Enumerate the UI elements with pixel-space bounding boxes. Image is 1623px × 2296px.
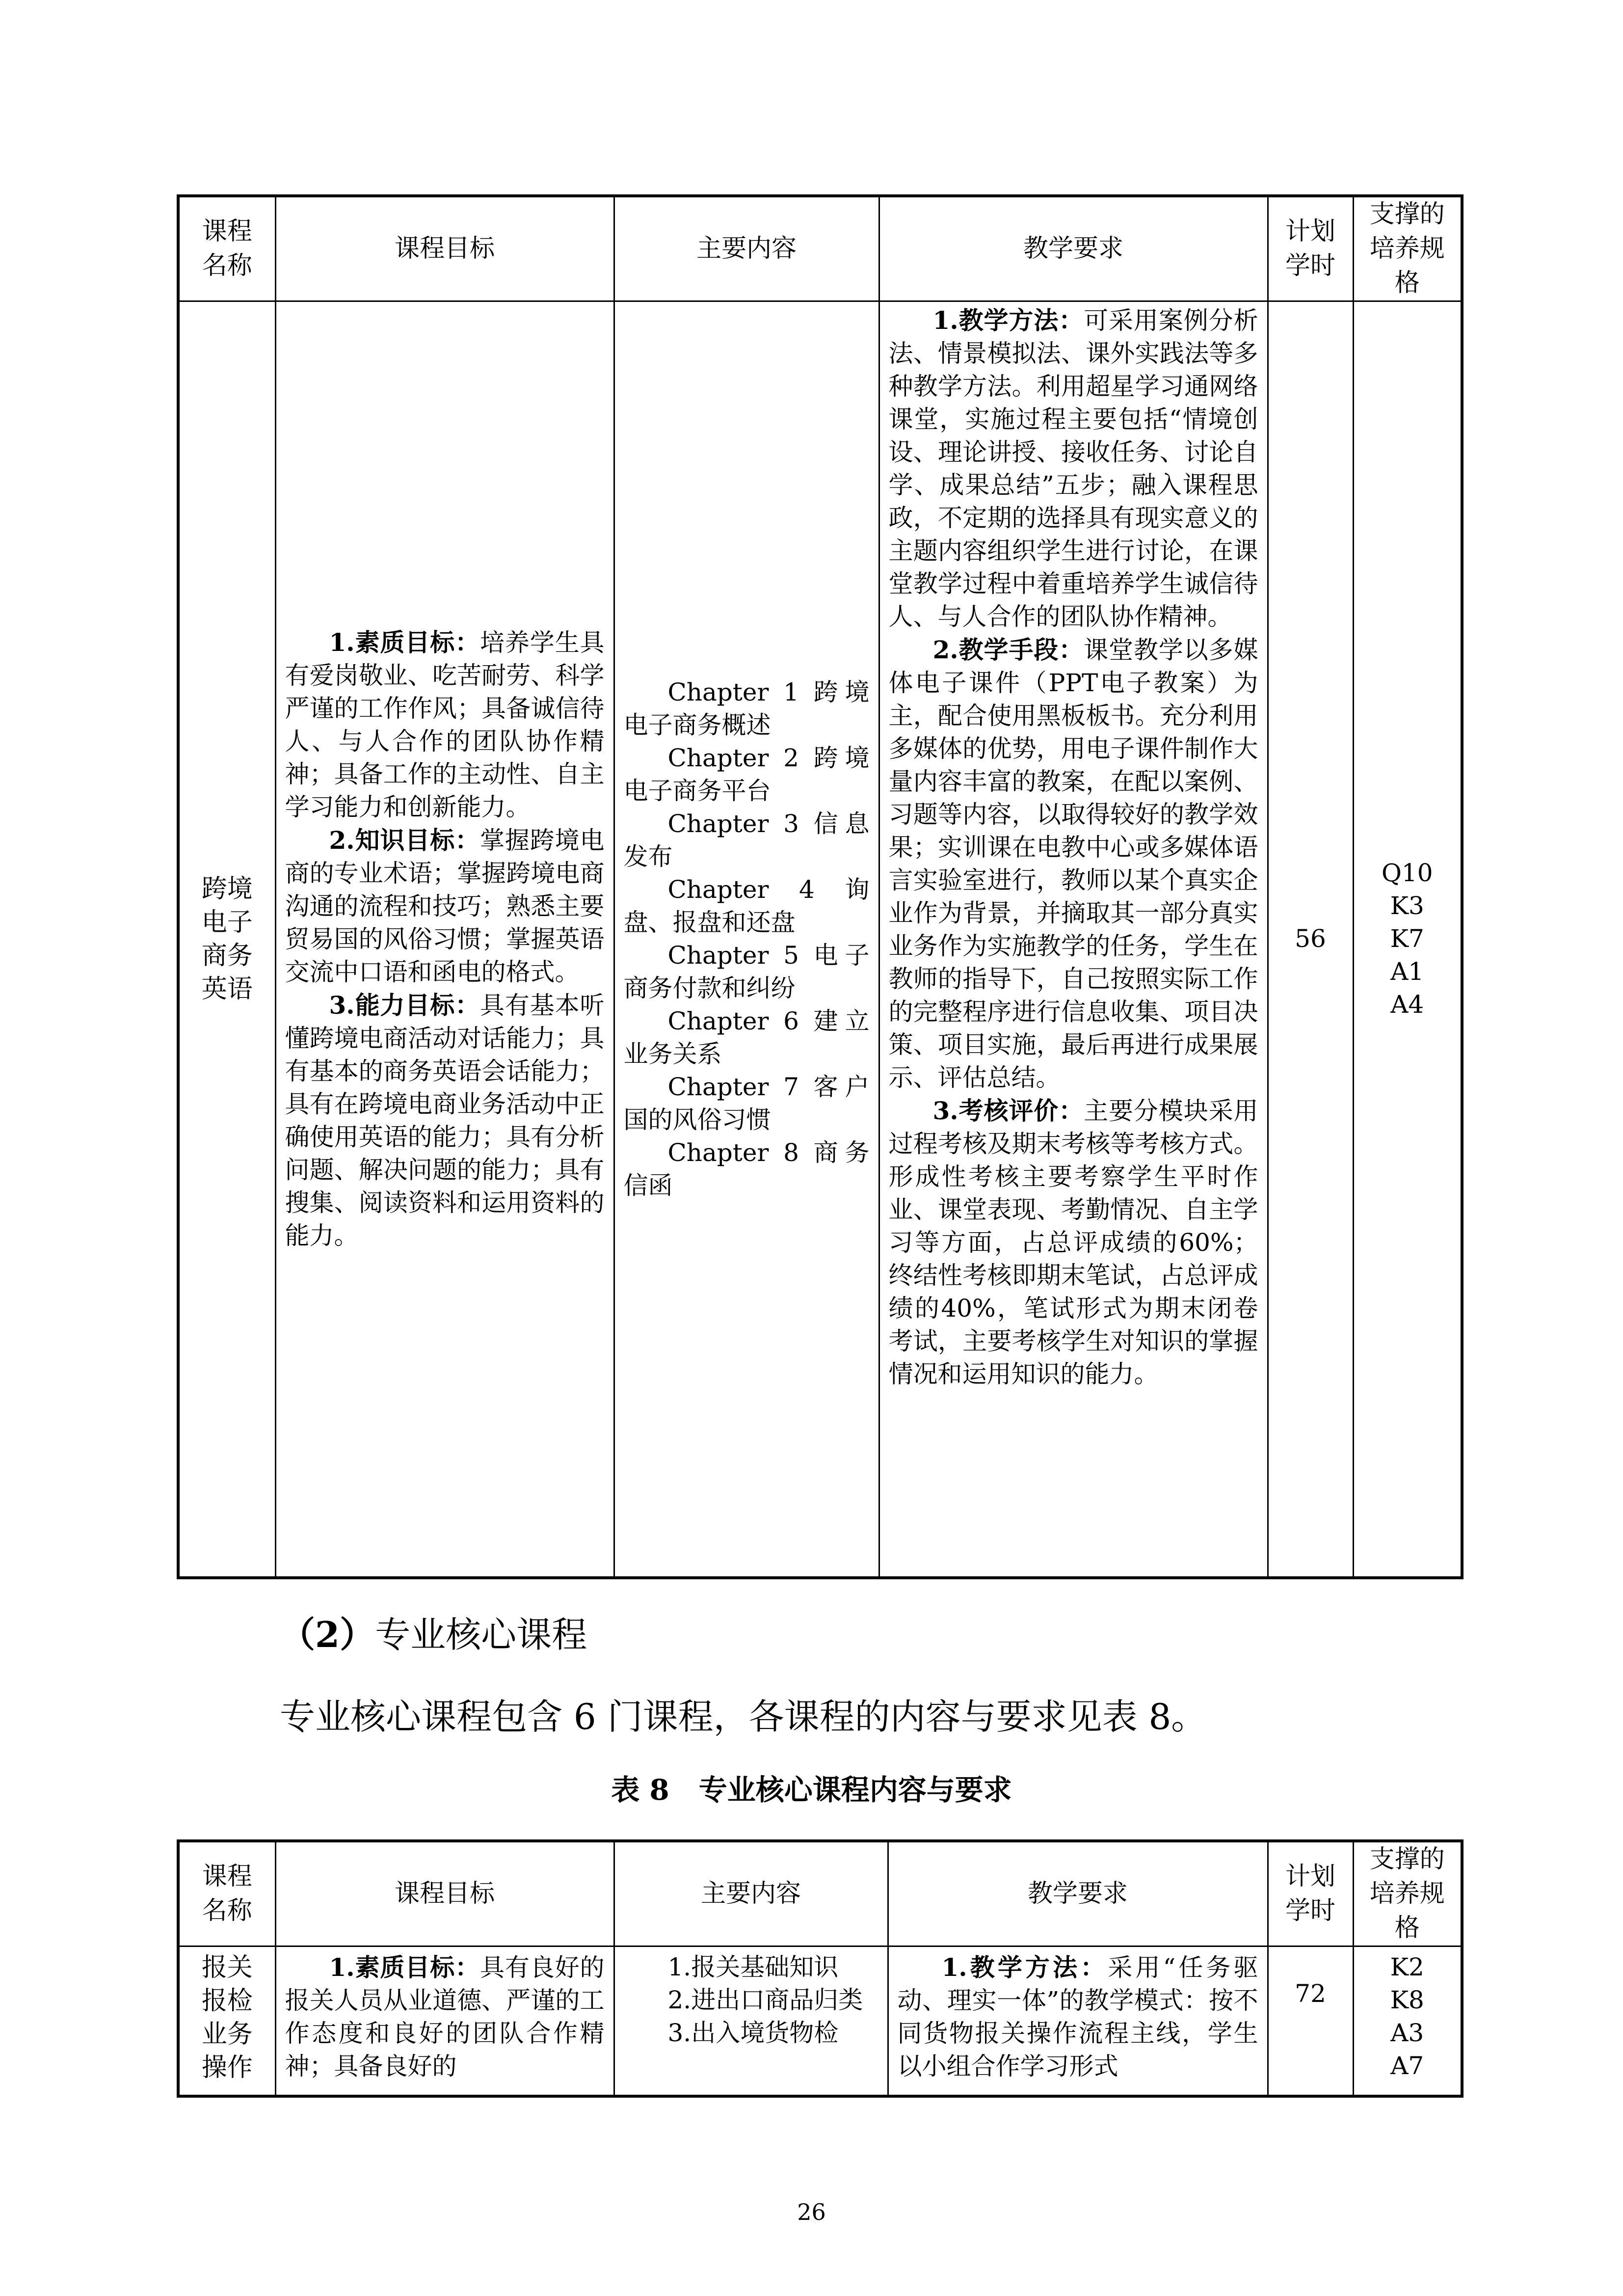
spec-code: K8 [1390, 1986, 1424, 2014]
goal-ability: 3.能力目标：具有基本听懂跨境电商活动对话能力；具有基本的商务英语会话能力；具有在跨境电商业务活动中正确使用英语的能力；具有分析问题、解决问题的能力；具有搜集、阅读资料和运用资料的能力。 [285, 990, 605, 1250]
spec-code: K3 [1390, 891, 1424, 920]
list-item: Chapter 6 建立业务关系 [623, 1006, 870, 1068]
header-course-goal: 课程目标 [275, 196, 614, 301]
header-main-content: 主要内容 [614, 1841, 888, 1946]
course-table-core [177, 1839, 1463, 2098]
spec-code: Q10 [1381, 859, 1433, 888]
table-row [178, 1946, 1462, 2096]
header-course-name: 课程名称 [178, 196, 275, 301]
requirement-assessment: 3.考核评价：主要分模块采用过程考核及期末考核等考核方式。形成性考核主要考察学生平时作业、课堂表现、考勤情况、自主学习等方面，占总评成绩的60%；终结性考核即期末笔试，占总评成绩的40%，笔试形式为期末闭卷考试，主要考核学生对知识的掌握情况和运用知识的能力。 [888, 1096, 1258, 1388]
section-heading: （2）专业核心课程 [280, 1614, 587, 1655]
table-header-row [178, 196, 1462, 301]
requirement-method: 1.教学方法：可采用案例分析法、情景模拟法、课外实践法等多种教学方法。利用超星学习通网络课堂，实施过程主要包括“情境创设、理论讲授、接收任务、讨论自学、成果总结”五步；融入课程思政，不定期的选择具有现实意义的主题内容组织学生进行讨论，在课堂教学过程中着重培养学生诚信待人、与人合作的团队协作精神。 [888, 306, 1258, 631]
requirement-method: 1.教学方法：采用“任务驱动、理实一体”的教学模式：按不同货物报关操作流程主线，学生以小组合作学习形式 [897, 1953, 1258, 2080]
header-course-goal: 课程目标 [275, 1841, 614, 1946]
header-teaching-requirements: 教学要求 [879, 196, 1268, 301]
course-name-cell: 报关报检业务操作 [178, 1946, 275, 2096]
header-teaching-requirements: 教学要求 [888, 1841, 1268, 1946]
header-planned-hours: 计划学时 [1268, 196, 1353, 301]
course-goal-cell [275, 1946, 614, 2096]
spec-code: A1 [1390, 957, 1424, 986]
goal-quality: 1.素质目标：培养学生具有爱岗敬业、吃苦耐劳、科学严谨的工作作风；具备诚信待人、与人合作的团队协作精神；具备工作的主动性、自主学习能力和创新能力。 [285, 627, 605, 821]
teaching-requirements-cell [888, 1946, 1268, 2096]
requirement-means: 2.教学手段：课堂教学以多媒体电子课件（PPT电子教案）为主，配合使用黑板板书。充分利用多媒体的优势，用电子课件制作大量内容丰富的教案，在配以案例、习题等内容，以取得较好的教学效果；实训课在电教中心或多媒体语言实验室进行，教师以某个真实企业作为背景，并摘取其一部分真实业务作为实施教学的任务，学生在教师的指导下，自己按照实际工作的完整程序进行信息收集、项目决策、项目实施，最后再进行成果展示、评估总结。 [888, 635, 1258, 1092]
section-intro: 专业核心课程包含 6 门课程，各课程的内容与要求见表 8。 [280, 1696, 1207, 1737]
planned-hours-cell: 72 [1268, 1946, 1353, 2096]
main-content-cell [614, 301, 879, 1578]
list-item: Chapter 4 询盘、报盘和还盘 [623, 875, 870, 937]
list-item: Chapter 5 电子商务付款和纠纷 [623, 941, 870, 1002]
list-item: 2.进出口商品归类 [667, 1986, 863, 2014]
list-item: Chapter 2 跨境电子商务平台 [623, 743, 870, 805]
list-item: Chapter 1 跨境电子商务概述 [623, 677, 870, 739]
goal-quality: 1.素质目标：具有良好的报关人员从业道德、严谨的工作态度和良好的团队合作精神；具备良好的 [285, 1953, 605, 2080]
header-support-spec: 支撑的培养规格 [1353, 1841, 1462, 1946]
course-goal-cell [275, 301, 614, 1578]
planned-hours-cell: 56 [1268, 301, 1353, 1578]
support-spec-cell [1353, 301, 1462, 1578]
header-course-name: 课程名称 [178, 1841, 275, 1946]
spec-code: A4 [1390, 990, 1424, 1019]
header-planned-hours: 计划学时 [1268, 1841, 1353, 1946]
table-row [178, 301, 1462, 1578]
list-item: 3.出入境货物检 [667, 2019, 839, 2047]
spec-code: K7 [1390, 924, 1424, 953]
table-caption: 表 8 专业核心课程内容与要求 [611, 1773, 1012, 1807]
header-main-content: 主要内容 [614, 196, 879, 301]
goal-knowledge: 2.知识目标：掌握跨境电商的专业术语；掌握跨境电商沟通的流程和技巧；熟悉主要贸易国的风俗习惯；掌握英语交流中口语和函电的格式。 [285, 825, 605, 986]
list-item: Chapter 7 客户国的风俗习惯 [623, 1072, 870, 1134]
table-header-row [178, 1841, 1462, 1946]
header-support-spec: 支撑的培养规格 [1353, 196, 1462, 301]
spec-code: A3 [1390, 2019, 1424, 2047]
list-item: 1.报关基础知识 [667, 1953, 839, 1981]
main-content-cell [614, 1946, 888, 2096]
course-table-general [177, 194, 1463, 1579]
support-spec-cell [1353, 1946, 1462, 2096]
teaching-requirements-cell [879, 301, 1268, 1578]
page-number: 26 [797, 2199, 826, 2225]
course-name-cell: 跨境电子商务英语 [178, 301, 275, 1578]
list-item: Chapter 8 商务信函 [623, 1138, 870, 1200]
list-item: Chapter 3 信息发布 [623, 809, 870, 871]
spec-code: K2 [1390, 1953, 1424, 1981]
spec-code: A7 [1390, 2052, 1424, 2080]
